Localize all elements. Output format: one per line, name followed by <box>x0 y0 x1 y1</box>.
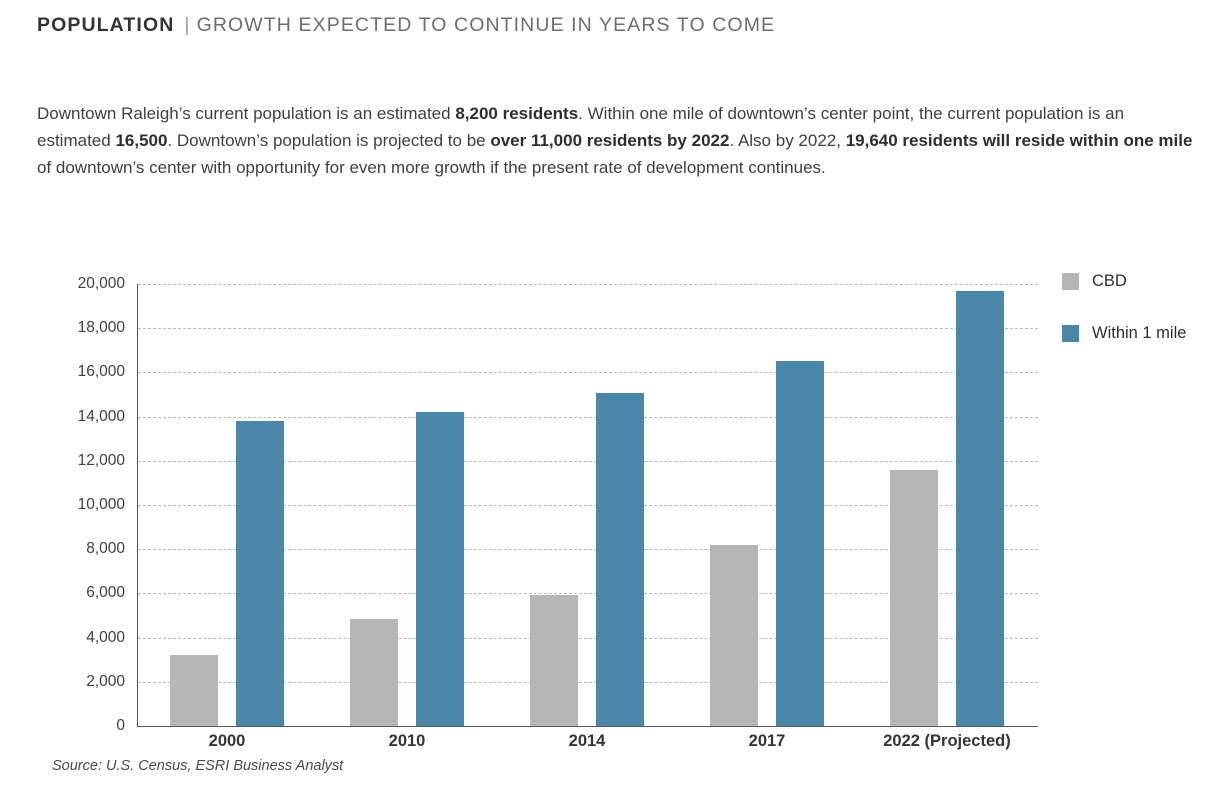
y-axis-tick-label: 10,000 <box>77 496 125 513</box>
y-axis-tick-label: 12,000 <box>77 451 125 469</box>
paragraph-text-5: of downtown’s center with opportunity for even more growth if the present rate of development continues. <box>37 158 826 177</box>
x-axis-tick-label: 2022 (Projected) <box>883 732 1011 750</box>
y-axis-tick-label: 2,000 <box>86 672 125 690</box>
chart-source-note: Source: U.S. Census, ESRI Business Analyst <box>52 758 344 774</box>
bar-group <box>677 284 857 726</box>
header-divider: | <box>184 14 191 36</box>
chart-legend <box>1062 272 1228 376</box>
y-axis-tick-label: 20,000 <box>77 275 125 292</box>
population-bar-chart <box>0 262 1228 782</box>
paragraph-text-4: . Also by 2022, <box>729 131 846 150</box>
bar-within-1-mile-2000 <box>236 421 284 726</box>
page-header <box>37 14 775 37</box>
x-axis-tick-label: 2014 <box>568 732 606 750</box>
legend-swatch-icon-within-1-mile <box>1062 325 1079 342</box>
chart-y-axis-labels <box>0 275 125 734</box>
paragraph-text-3: . Downtown’s population is projected to be <box>167 131 491 150</box>
x-axis-tick-label: 2010 <box>388 732 426 750</box>
y-axis-tick-label: 16,000 <box>77 363 125 381</box>
legend-item-within-1-mile <box>1062 324 1228 343</box>
y-axis-tick-label: 8,000 <box>86 540 125 558</box>
paragraph-text-1: Downtown Raleigh’s current population is an estimated <box>37 104 456 123</box>
paragraph-text-2: . Within one mile of downtown’s center point, the current population is an estimated <box>37 104 1125 150</box>
bar-group <box>317 284 497 726</box>
bar-within-1-mile-2014 <box>596 393 644 726</box>
bar-within-1-mile-2010 <box>416 412 464 726</box>
paragraph-bold-2: 16,500 <box>115 131 168 150</box>
bar-within-1-mile-2017 <box>776 361 824 726</box>
intro-paragraph <box>37 100 1197 181</box>
legend-label-cbd: CBD <box>1092 272 1127 290</box>
y-axis-tick-label: 14,000 <box>77 407 125 425</box>
bar-group <box>497 284 677 726</box>
paragraph-bold-4: 19,640 residents will reside within one mile <box>845 131 1193 150</box>
bar-group <box>137 284 317 726</box>
y-axis-tick-label: 6,000 <box>86 584 125 602</box>
x-axis-tick-label: 2017 <box>748 732 786 750</box>
legend-swatch-icon-cbd <box>1062 273 1079 290</box>
paragraph-bold-3: over 11,000 residents by 2022 <box>490 131 730 150</box>
legend-label-within-1-mile: Within 1 mile <box>1092 324 1187 342</box>
paragraph-bold-1: 8,200 residents <box>455 104 579 123</box>
bar-within-1-mile-2022-projected- <box>956 291 1004 726</box>
y-axis-tick-label: 4,000 <box>86 628 125 646</box>
bar-cbd-2017 <box>710 545 758 726</box>
header-subtitle: GROWTH EXPECTED TO CONTINUE IN YEARS TO COME <box>196 14 776 36</box>
legend-item-cbd <box>1062 272 1228 291</box>
chart-bars <box>137 284 1037 726</box>
bar-cbd-2022-projected- <box>890 470 938 726</box>
x-axis-tick-label: 2000 <box>208 732 246 750</box>
bar-cbd-2010 <box>350 619 398 726</box>
header-kicker: POPULATION <box>37 14 175 36</box>
y-axis-tick-label: 0 <box>116 717 125 734</box>
bar-cbd-2000 <box>170 655 218 726</box>
bar-cbd-2014 <box>530 595 578 726</box>
bar-group <box>857 284 1037 726</box>
y-axis-tick-label: 18,000 <box>77 319 125 337</box>
